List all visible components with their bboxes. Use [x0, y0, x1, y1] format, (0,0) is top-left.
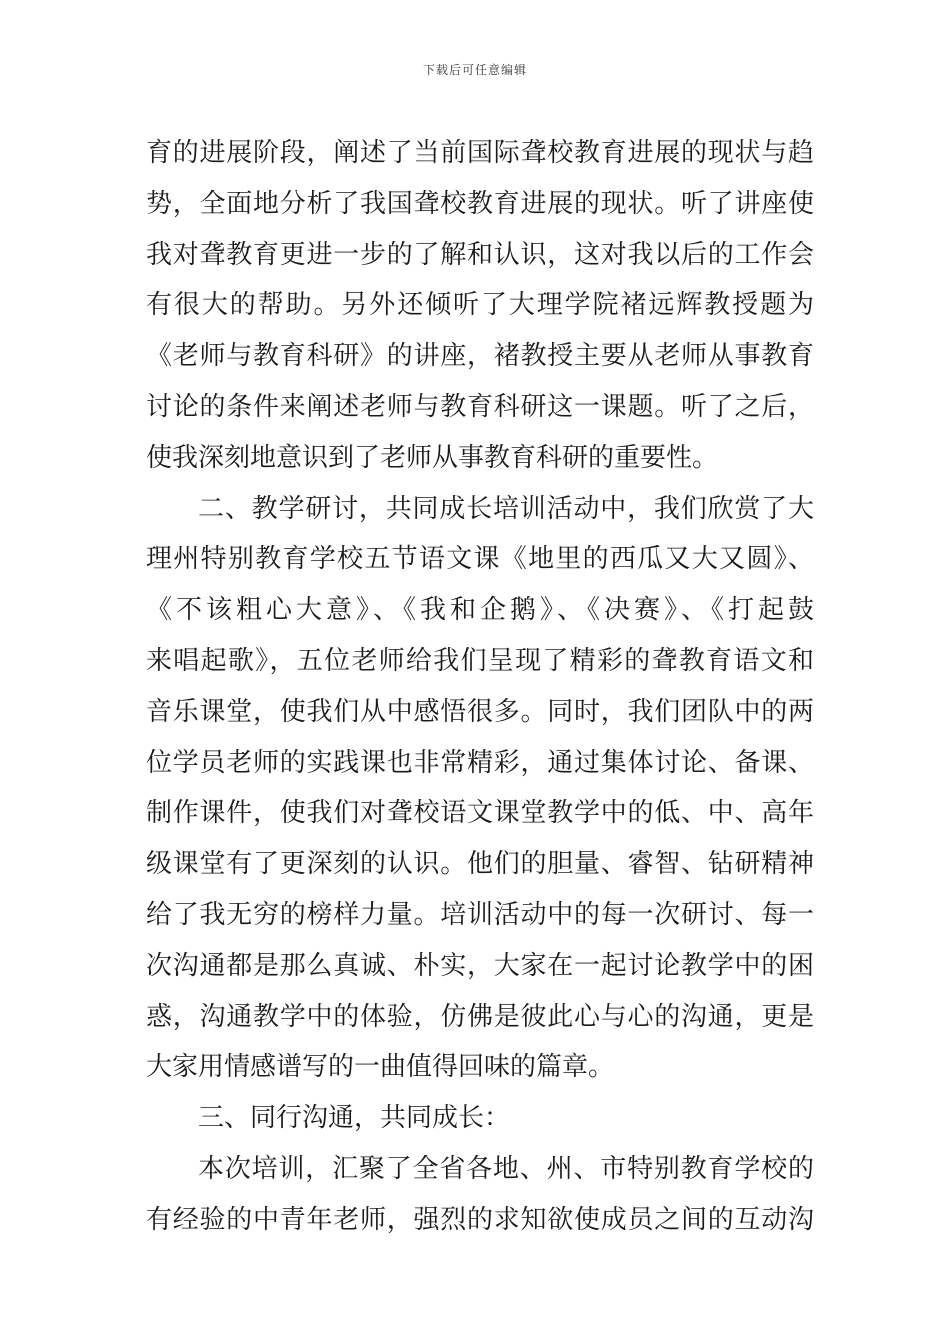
- text-line: 惑，沟通教学中的体验，仿佛是彼此心与心的沟通，更是: [146, 1001, 814, 1032]
- text-line: 大家用情感谱写的一曲值得回味的篇章。: [146, 1052, 615, 1083]
- text-line: 理州特别教育学校五节语文课《地里的西瓜又大又圆》、: [146, 544, 814, 575]
- text-line: 有经验的中青年老师，强烈的求知欲使成员之间的互动沟: [146, 1204, 814, 1235]
- text-line: 给了我无穷的榜样力量。培训活动中的每一次研讨、每一: [146, 899, 814, 930]
- text-line: 制作课件，使我们对聋校语文课堂教学中的低、中、高年: [146, 798, 814, 829]
- text-line: 讨论的条件来阐述老师与教育科研这一课题。听了之后，: [146, 391, 814, 422]
- text-line: 使我深刻地意识到了老师从事教育科研的重要性。: [146, 442, 719, 473]
- document-body: [146, 128, 814, 1246]
- text-line: 《老师与教育科研》的讲座，褚教授主要从老师从事教育: [146, 341, 814, 372]
- text-line: 《不该粗心大意》、《我和企鹅》、《决赛》、《打起鼓: [146, 595, 814, 626]
- text-line: 育的进展阶段，阐述了当前国际聋校教育进展的现状与趋: [146, 138, 814, 168]
- page-header: 下载后可任意编辑: [422, 63, 527, 77]
- text-line: 次沟通都是那么真诚、朴实，大家在一起讨论教学中的困: [146, 950, 814, 981]
- text-line: 本次培训，汇聚了全省各地、州、市特别教育学校的: [198, 1153, 814, 1184]
- text-line: 我对聋教育更进一步的了解和认识，这对我以后的工作会: [146, 239, 814, 270]
- text-line: 来唱起歌》，五位老师给我们呈现了精彩的聋教育语文和: [146, 645, 814, 676]
- section-heading-line: 二、教学研讨，共同成长培训活动中，我们欣赏了大: [198, 493, 814, 524]
- text-line: 势，全面地分析了我国聋校教育进展的现状。听了讲座使: [146, 188, 814, 219]
- text-line: 音乐课堂，使我们从中感悟很多。同时，我们团队中的两: [146, 696, 814, 727]
- text-line: 级课堂有了更深刻的认识。他们的胆量、睿智、钻研精神: [146, 849, 814, 880]
- section-heading-line: 三、同行沟通，共同成长：: [198, 1103, 511, 1134]
- text-line: 位学员老师的实践课也非常精彩，通过集体讨论、备课、: [146, 747, 814, 778]
- text-line: 有很大的帮助。另外还倾听了大理学院褚远辉教授题为: [146, 290, 814, 321]
